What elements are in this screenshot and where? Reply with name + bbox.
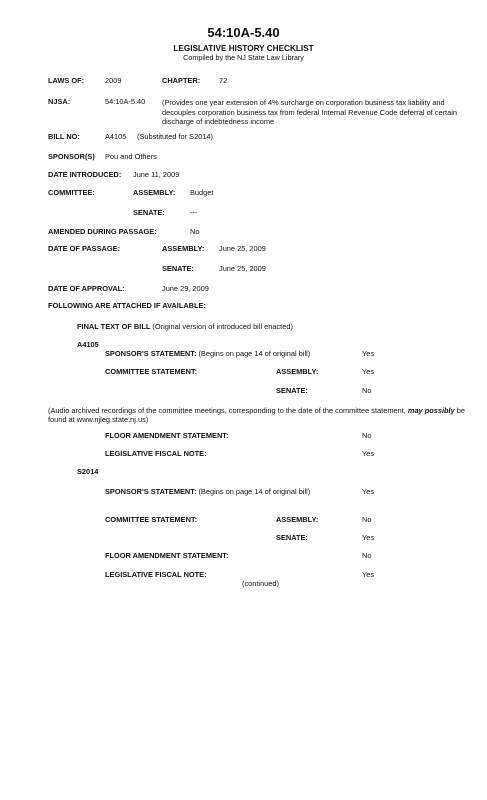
chapter-value: 72: [219, 76, 228, 85]
date-of-approval-label: DATE OF APPROVAL:: [48, 284, 125, 293]
a4105-committee-senate-value: No: [362, 386, 372, 395]
page-title: LEGISLATIVE HISTORY CHECKLIST: [173, 44, 314, 53]
date-introduced-value: June 11, 2009: [133, 170, 180, 179]
audio-note-link-text: be found at www.njleg.state.nj.us): [48, 406, 465, 425]
a4105-sponsor-label: SPONSOR'S STATEMENT:: [105, 349, 197, 358]
s2014-sponsor-row: [105, 488, 310, 497]
date-of-passage-label: DATE OF PASSAGE:: [48, 244, 120, 253]
attached-heading: FOLLOWING ARE ATTACHED IF AVAILABLE:: [48, 301, 206, 310]
njsa-value: 54:10A-5.40: [105, 97, 146, 106]
bill-no-label: BILL NO:: [48, 132, 80, 141]
njsa-label: NJSA:: [48, 97, 71, 106]
passage-assembly-value: June 25, 2009: [219, 244, 266, 253]
committee-assembly-label: ASSEMBLY:: [133, 188, 176, 197]
s2014-committee-assembly-value: No: [362, 515, 372, 524]
s2014-floor-value: No: [362, 551, 372, 560]
a4105-committee-senate-label: SENATE:: [276, 386, 308, 395]
laws-of-value: 2009: [105, 76, 122, 85]
a4105-committee-assembly-label: ASSEMBLY:: [276, 367, 319, 376]
s2014-committee-label: COMMITTEE STATEMENT:: [105, 515, 198, 524]
chapter-label: CHAPTER:: [162, 76, 201, 85]
a4105-floor-label: FLOOR AMENDMENT STATEMENT:: [105, 431, 229, 440]
audio-note-text: (Audio archived recordings of the committee meetings, corresponding to the date of the committee statement,: [48, 406, 408, 415]
a4105-heading: A4105: [77, 340, 99, 349]
a4105-fiscal-label: LEGISLATIVE FISCAL NOTE:: [105, 449, 207, 458]
committee-senate-value: ---: [190, 208, 198, 217]
audio-note-emphasis: may possibly: [407, 406, 455, 415]
compiled-by: Compiled by the NJ State Law Library: [183, 53, 304, 62]
sponsors-value: Pou and Others: [105, 152, 157, 161]
s2014-fiscal-value: Yes: [362, 570, 375, 579]
committee-senate-label: SENATE:: [133, 208, 165, 217]
final-text-row: [77, 323, 293, 332]
a4105-sponsor-note: (Begins on page 14 of original bill): [198, 349, 311, 358]
date-introduced-label: DATE INTRODUCED:: [48, 170, 122, 179]
committee-label: COMMITTEE:: [48, 188, 95, 197]
amended-label: AMENDED DURING PASSAGE:: [48, 227, 157, 236]
sponsors-label: SPONSOR(S): [48, 152, 95, 161]
a4105-fiscal-value: Yes: [362, 449, 375, 458]
bill-no-note: (Substituted for S2014): [137, 132, 214, 141]
s2014-heading: S2014: [77, 467, 99, 476]
amended-value: No: [190, 227, 200, 236]
s2014-committee-senate-value: Yes: [362, 533, 375, 542]
a4105-sponsor-row: [105, 350, 310, 359]
laws-of-label: LAWS OF:: [48, 76, 85, 85]
s2014-sponsor-note: (Begins on page 14 of original bill): [198, 487, 311, 496]
page-citation: 54:10A-5.40: [207, 25, 280, 40]
passage-senate-label: SENATE:: [162, 264, 194, 273]
a4105-sponsor-value: Yes: [362, 349, 375, 358]
s2014-committee-assembly-label: ASSEMBLY:: [276, 515, 319, 524]
continued-note: (continued): [242, 579, 279, 588]
s2014-floor-label: FLOOR AMENDMENT STATEMENT:: [105, 551, 229, 560]
bill-no-value: A4105: [105, 132, 127, 141]
s2014-fiscal-label: LEGISLATIVE FISCAL NOTE:: [105, 570, 207, 579]
committee-assembly-value: Budget: [190, 188, 214, 197]
audio-note: [48, 406, 468, 425]
s2014-sponsor-value: Yes: [362, 487, 375, 496]
s2014-committee-senate-label: SENATE:: [276, 533, 308, 542]
a4105-committee-label: COMMITTEE STATEMENT:: [105, 367, 198, 376]
njsa-description: (Provides one year extension of 4% surcharge on corporation business tax liability and decouples corporation business tax from federal Internal Revenue Code deferral of certain discharge of indebtedness income: [162, 98, 457, 127]
s2014-sponsor-label: SPONSOR'S STATEMENT:: [105, 487, 197, 496]
a4105-floor-value: No: [362, 431, 372, 440]
passage-assembly-label: ASSEMBLY:: [162, 244, 205, 253]
final-text-note: (Original version of introduced bill enacted): [152, 322, 293, 331]
date-of-approval-value: June 29, 2009: [162, 284, 209, 293]
a4105-committee-assembly-value: Yes: [362, 367, 375, 376]
final-text-label: FINAL TEXT OF BILL: [77, 322, 151, 331]
passage-senate-value: June 25, 2009: [219, 264, 266, 273]
